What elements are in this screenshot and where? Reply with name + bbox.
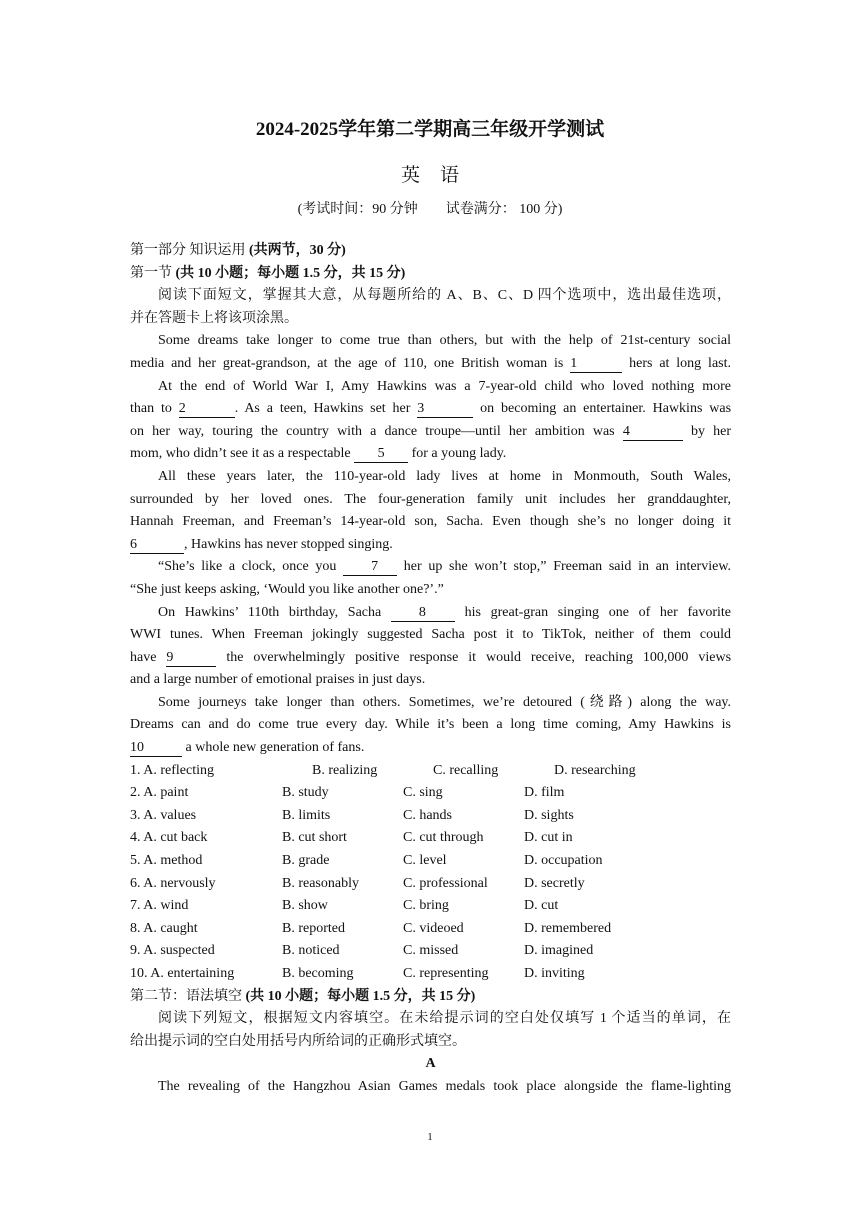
exam-content [130,240,731,1099]
option-row: 1. A. reflecting B. realizing C. recalling D. researching [130,762,636,778]
passage-line: on her way, touring the country with a dance troupe—until her ambition was 4 by her [130,423,732,439]
passage-line: 6 , Hawkins has never stopped singing. [130,536,393,552]
blank-2: 2 [179,400,235,418]
option-row: 8. A. caught B. reported C. videoed D. remembered [130,920,612,936]
page-number: 1 [427,1131,433,1143]
passage-line: Some journeys take longer than others. Sometimes, we’re detoured (绕路) along the way. [158,694,731,710]
option-row: 10. A. entertaining B. becoming C. representing D. inviting [130,966,585,981]
passage-line: surrounded by her loved ones. The four-generation family unit includes her granddaughter, [130,491,731,507]
passage-line: On Hawkins’ 110th birthday, Sacha 8 his great-gran singing one of her favorite [158,604,731,620]
passage-line: than to 2 . As a teen, Hawkins set her 3 on becoming an entertainer. Hawkins was [130,401,732,417]
passage-line: Some dreams take longer to come true than others, but with the help of 21st-century social [158,333,731,349]
exam-info [0,198,860,218]
option-row: 3. A. values B. limits C. hands D. sights [130,807,574,823]
option-row: 7. A. wind B. show C. bring D. cut [130,898,559,914]
option-row: 5. A. method B. grade C. level D. occupation [130,853,603,869]
section1-instruction: 阅读下面短文，掌握其大意，从每题所给的 A、B、C、D 四个选项中，选出最佳选项， [158,288,731,304]
section2-instruction: 阅读下列短文，根据短文内容填空。在未给提示词的空白处仅填写 1 个适当的单词，在 [158,1011,731,1027]
section2-heading: 第二节：语法填空 (共 10 小题；每小题 1.5 分，共 15 分) [130,988,476,1004]
subject-char-1: 英 [400,165,420,186]
passage-line: Dreams can and do come true every day. While it’s been a long time coming, Amy Hawkins is [130,717,731,733]
blank-7: 7 [343,558,397,576]
section1-heading: 第一节 (共 10 小题；每小题 1.5 分，共 15 分) [130,265,406,281]
blank-10: 10 [130,739,182,757]
option-row: 6. A. nervously B. reasonably C. professional D. secretly [130,875,585,891]
option-row: 2. A. paint B. study C. sing D. film [130,785,565,801]
blank-3: 3 [417,400,473,418]
passage-line: have 9 the overwhelmingly positive response it would receive, reaching 100,000 views [130,649,732,665]
exam-score: 试卷满分： 100 分) [445,202,563,217]
exam-time: (考试时间：90 分钟 [297,202,418,217]
passage-line: “She’s like a clock, once you 7 her up she won’t stop,” Freeman said in an interview. [158,559,732,575]
section1-instruction-cont: 并在答题卡上将该项涂黑。 [130,310,298,326]
blank-1: 1 [570,355,622,373]
subject-char-2: 语 [440,165,460,186]
passage-line: All these years later, the 110-year-old lady lives at home in Monmouth, South Wales, [158,468,731,484]
passage-line: 10 a whole new generation of fans. [130,740,365,756]
exam-title: 2024-2025学年第二学期高三年级开学测试 [255,119,605,140]
option-row: 4. A. cut back B. cut short C. cut through D. cut in [130,830,573,846]
option-row: 9. A. suspected B. noticed C. missed D. imagined [130,943,594,959]
passage-line: Hannah Freeman, and Freeman’s 14-year-old son, Sacha. Even though she’s no longer doing it [130,514,731,530]
blank-9: 9 [166,649,216,667]
exam-subject [0,160,860,187]
passage-line: WWI tunes. When Freeman jokingly suggested Sacha post it to TikTok, neither of them could [130,627,731,643]
blank-8: 8 [391,604,455,622]
passage-line: and a large number of emotional praises in just days. [130,672,426,688]
blank-5: 5 [354,445,408,463]
section2-instruction-cont: 给出提示词的空白处用括号内所给词的正确形式填空。 [130,1033,466,1049]
passage-line: media and her great-grandson, at the age of 110, one British woman is 1 hers at long last. [130,355,731,371]
part1-heading: 第一部分 知识运用 (共两节，30 分) [130,243,346,258]
passage-line: mom, who didn’t see it as a respectable 5 for a young lady. [130,446,507,462]
passage-line: “She just keeps asking, ‘Would you like another one?’.” [130,581,444,597]
blank-4: 4 [623,423,683,441]
passage-line: The revealing of the Hangzhou Asian Games medals took place alongside the flame-lighting [158,1078,731,1094]
blank-6: 6 [130,536,184,554]
passage-letter: A [425,1056,436,1072]
passage-line: At the end of World War I, Amy Hawkins was a 7-year-old child who loved nothing more [158,378,731,394]
